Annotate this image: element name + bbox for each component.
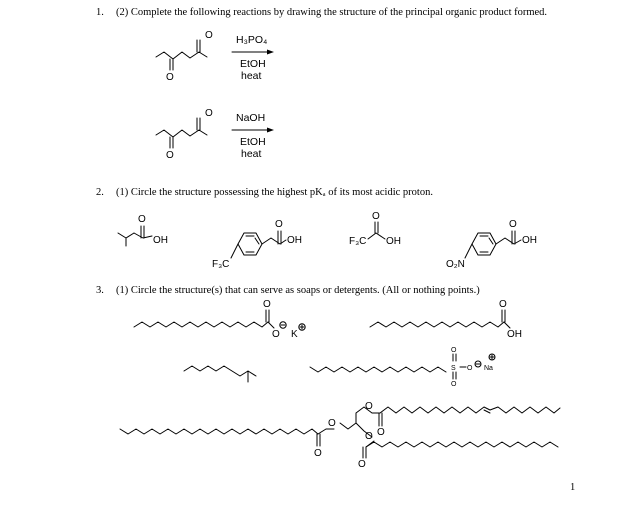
svg-text:O: O [358,459,366,470]
q2-f3c-b: F₃C [349,236,367,247]
reaction2-reagent-top: NaOH [236,112,266,124]
q2-nitroaryl-acid [446,219,537,270]
reaction1-arrow [232,50,274,55]
svg-text:O: O [205,30,213,41]
svg-text:O: O [138,214,146,225]
svg-text:O: O [365,401,373,412]
q2-number: 2. [96,187,104,198]
q3-fatty-acid [370,299,522,340]
svg-text:O: O [365,431,373,442]
svg-text:O: O [275,219,283,230]
svg-text:O: O [451,381,457,388]
q3-number: 3. [96,285,104,296]
q3-triglyceride [120,401,560,470]
q3-prompt: (1) Circle the structure(s) that can serve as soaps or detergents. (All or nothing points.) [116,285,480,296]
svg-text:O: O [467,365,473,372]
page-number: 1 [570,482,576,493]
q3-na: Na [484,365,493,372]
svg-text:O: O [509,219,517,230]
q2-cf3-aryl-acid [212,219,302,270]
svg-text:O: O [372,211,380,222]
q3-so3-o-top: O [451,347,457,354]
q3-ether [184,366,256,382]
reaction1-reagent-bottom-1: EtOH [240,58,266,70]
q3-oh: OH [507,329,522,340]
q2-oh-3: OH [386,236,401,247]
q1-reactant-1 [156,30,213,83]
q1-reactant-2 [156,108,213,161]
reaction2-reagent-bottom-2: heat [241,148,262,160]
svg-text:O: O [328,418,336,429]
q2-cf3-acid [349,211,401,247]
q2-oh-2: OH [287,235,302,246]
q1-prompt: (2) Complete the following reactions by drawing the structure of the principal organic product formed. [116,7,548,18]
q3-so3-s: S [451,365,456,372]
reaction1-reagent-bottom-2: heat [241,70,262,82]
svg-text:O: O [166,72,174,83]
svg-text:O: O [263,299,271,310]
reaction2-reagent-bottom-1: EtOH [240,136,266,148]
q2-isobutyric-acid [118,214,168,246]
q1-number: 1. [96,7,104,18]
svg-text:O: O [314,448,322,459]
reaction1-reagent-top: H₃PO₄ [236,34,268,46]
reaction2-arrow [232,128,274,133]
svg-text:O: O [499,299,507,310]
q3-sulfonate-detergent [310,347,495,388]
svg-text:O: O [205,108,213,119]
svg-text:O: O [377,427,385,438]
q2-oh-4: OH [522,235,537,246]
q2-prompt: (1) Circle the structure possessing the highest pKₐ of its most acidic proton. [116,187,433,198]
q2-o2n: O₂N [446,259,465,270]
q2-oh-1: OH [153,235,168,246]
q3-o-minus: O [272,329,280,340]
q3-k: K [291,329,298,340]
q2-f3c-a: F₃C [212,259,230,270]
svg-text:O: O [166,150,174,161]
q3-potassium-soap [134,299,305,340]
